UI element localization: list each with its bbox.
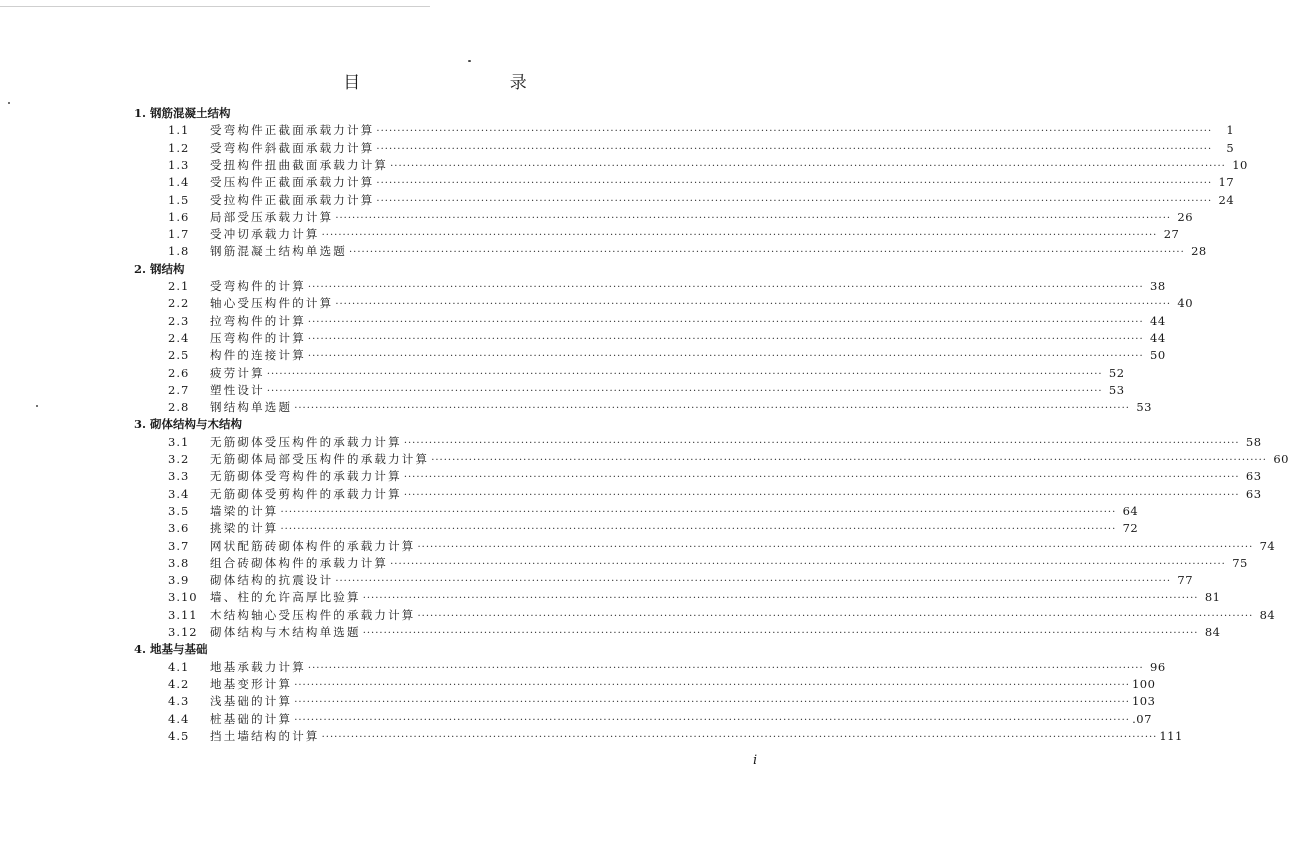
dot-leader: ········································································································································································································	[266, 368, 1103, 380]
section-page: 26	[1177, 209, 1194, 224]
toc-entry[interactable]	[168, 607, 1276, 624]
section-title: 挑梁的计算	[210, 521, 279, 536]
section-page: 17	[1218, 175, 1235, 190]
section-title: 受弯构件的计算	[210, 279, 306, 293]
section-title: 受弯构件正截面承载力计算	[210, 123, 375, 138]
section-number: 1.8	[168, 244, 190, 259]
section-title: 钢筋混凝土结构单选题	[210, 244, 347, 259]
section-page: 38	[1150, 279, 1166, 293]
dot-leader: ········································································································································································································	[417, 610, 1254, 622]
dot-leader: ········································································································································································································	[349, 247, 1185, 259]
dot-leader: ········································································································································································································	[362, 628, 1199, 639]
section-number: 3.3	[168, 469, 190, 484]
dot-leader: ········································································································································································································	[376, 178, 1213, 190]
section-title: 疲劳计算	[210, 365, 265, 380]
dot-leader: ········································································································································································································	[280, 506, 1117, 518]
section-page: 63	[1245, 486, 1262, 501]
section-number: 2.5	[168, 348, 190, 363]
section-title: 受扭构件扭曲截面承载力计算	[210, 157, 389, 172]
section-title: 组合砖砌体构件的承载力计算	[210, 555, 389, 570]
section-number: 4.3	[168, 694, 190, 709]
toc-entry[interactable]	[168, 243, 1207, 260]
section-title: 钢结构单选题	[210, 400, 293, 415]
section-number: 3.4	[168, 486, 190, 501]
section-title: 砌体结构与木结构单选题	[210, 625, 361, 639]
section-page: 77	[1177, 573, 1194, 588]
toc-entry[interactable]	[168, 711, 1152, 728]
section-page: 84	[1204, 625, 1221, 639]
toc-entry[interactable]	[168, 295, 1194, 312]
section-page: 10	[1232, 157, 1248, 172]
dot-leader: ········································································································································································································	[307, 316, 1144, 328]
section-number: 3.6	[168, 521, 190, 536]
section-page: .07	[1132, 711, 1152, 726]
section-title: 木结构轴心受压构件的承载力计算	[210, 607, 416, 622]
scan-speck	[468, 60, 471, 62]
dot-leader: ········································································································································································································	[307, 333, 1144, 345]
toc-entry[interactable]	[168, 589, 1221, 606]
toc-entry[interactable]	[168, 365, 1125, 382]
toc-entry[interactable]	[168, 278, 1166, 295]
dot-leader: ········································································································································································································	[294, 714, 1130, 726]
section-number: 4.5	[168, 728, 190, 743]
toc-entry[interactable]	[168, 399, 1152, 416]
section-number: 3.2	[168, 452, 190, 466]
section-page: 64	[1122, 503, 1139, 518]
section-page: 5	[1226, 140, 1235, 155]
section-title: 砌体结构的抗震设计	[210, 573, 334, 588]
section-number: 2.6	[168, 365, 190, 380]
section-number: 2.7	[168, 382, 190, 397]
section-title: 无筋砌体受压构件的承载力计算	[210, 434, 402, 449]
toc-entry[interactable]	[168, 676, 1156, 693]
section-page: 1	[1226, 123, 1235, 138]
chapter-heading: 2. 钢结构	[134, 261, 185, 276]
toc-entry[interactable]	[168, 434, 1262, 451]
section-number: 1.5	[168, 192, 190, 207]
section-title: 挡土墙结构的计算	[210, 728, 320, 743]
dot-leader: ········································································································································································································	[376, 143, 1213, 155]
section-title: 墙梁的计算	[210, 503, 279, 518]
toc-entry[interactable]	[168, 538, 1276, 555]
toc-entry[interactable]	[168, 468, 1262, 485]
section-title: 地基变形计算	[210, 676, 293, 691]
section-number: 3.9	[168, 573, 190, 588]
section-number: 3.7	[168, 538, 190, 553]
chapter-heading: 3. 砌体结构与木结构	[134, 417, 243, 432]
section-number: 4.4	[168, 711, 190, 726]
section-page: 27	[1163, 227, 1180, 242]
section-page: 103	[1131, 694, 1156, 709]
section-page: 50	[1150, 348, 1166, 363]
toc-entry[interactable]	[168, 382, 1125, 399]
dot-leader: ········································································································································································································	[376, 126, 1213, 138]
section-title: 轴心受压构件的计算	[210, 296, 334, 311]
section-page: 75	[1232, 555, 1248, 570]
section-number: 1.7	[168, 227, 190, 242]
section-title: 墙、柱的允许高厚比验算	[210, 590, 361, 605]
toc-entry[interactable]	[168, 659, 1166, 676]
section-page: 44	[1150, 330, 1166, 345]
section-title: 压弯构件的计算	[210, 330, 306, 345]
chapter-heading: 4. 地基与基础	[134, 642, 208, 657]
toc-entry[interactable]	[168, 555, 1248, 572]
toc-entry[interactable]	[168, 174, 1235, 191]
dot-leader: ········································································································································································································	[431, 455, 1267, 466]
section-number: 2.4	[168, 330, 190, 345]
section-title: 构件的连接计算	[210, 348, 306, 363]
toc-entry[interactable]	[168, 122, 1235, 139]
section-page: 53	[1108, 382, 1125, 397]
section-title: 受弯构件斜截面承载力计算	[210, 140, 375, 155]
section-page: 60	[1273, 452, 1289, 466]
dot-leader: ········································································································································································································	[266, 385, 1103, 397]
dot-leader: ········································································································································································································	[294, 679, 1130, 691]
dot-leader: ········································································································································································································	[390, 160, 1226, 172]
dot-leader: ········································································································································································································	[307, 351, 1144, 363]
toc-entry[interactable]	[168, 330, 1166, 347]
section-title: 桩基础的计算	[210, 711, 293, 726]
section-number: 1.6	[168, 209, 190, 224]
toc-entry[interactable]	[168, 486, 1262, 503]
section-page: 40	[1177, 296, 1194, 311]
section-page: 74	[1259, 538, 1276, 553]
section-page: 44	[1150, 313, 1166, 328]
section-number: 3.10	[168, 590, 198, 605]
toc-entry[interactable]	[168, 572, 1194, 589]
section-title: 受拉构件正截面承载力计算	[210, 192, 375, 207]
section-number: 2.1	[168, 279, 190, 293]
toc-entry[interactable]	[168, 451, 1289, 468]
toc-entry[interactable]	[168, 520, 1139, 537]
section-number: 1.1	[168, 123, 190, 138]
section-page: 111	[1159, 728, 1183, 743]
dot-leader: ········································································································································································································	[294, 697, 1130, 709]
toc-entry[interactable]	[168, 693, 1156, 710]
section-title: 浅基础的计算	[210, 694, 293, 709]
dot-leader: ········································································································································································································	[376, 195, 1213, 207]
section-title: 地基承载力计算	[210, 659, 306, 674]
section-page: 24	[1218, 192, 1235, 207]
toc-entry[interactable]	[168, 140, 1235, 157]
section-number: 1.4	[168, 175, 190, 190]
section-title: 拉弯构件的计算	[210, 313, 306, 328]
section-page: 81	[1204, 590, 1221, 605]
dot-leader: ········································································································································································································	[403, 472, 1240, 484]
toc-entry[interactable]	[168, 192, 1235, 209]
dot-leader: ········································································································································································································	[335, 212, 1172, 224]
scan-speck	[8, 102, 10, 104]
dot-leader: ········································································································································································································	[335, 299, 1172, 311]
dot-leader: ········································································································································································································	[307, 282, 1144, 293]
section-number: 3.11	[168, 607, 198, 622]
section-page: 53	[1136, 400, 1152, 415]
section-page: 72	[1122, 521, 1139, 536]
section-page: 100	[1131, 676, 1156, 691]
section-page: 96	[1150, 659, 1166, 674]
dot-leader: ········································································································································································································	[362, 593, 1199, 605]
page-number: i	[753, 753, 758, 768]
dot-leader: ········································································································································································································	[321, 731, 1158, 743]
chapter-heading: 1. 钢筋混凝土结构	[134, 106, 231, 120]
dot-leader: ········································································································································································································	[390, 558, 1226, 570]
section-page: 63	[1245, 469, 1262, 484]
section-title: 网状配筋砖砌体构件的承载力计算	[210, 538, 416, 553]
section-number: 1.3	[168, 157, 190, 172]
page-title: 目 录	[343, 73, 599, 93]
section-title: 无筋砌体局部受压构件的承载力计算	[210, 452, 430, 466]
toc-entry[interactable]	[168, 503, 1139, 520]
dot-leader: ········································································································································································································	[335, 576, 1172, 588]
section-page: 58	[1245, 434, 1262, 449]
toc-entry[interactable]	[168, 313, 1166, 330]
toc-entry[interactable]	[168, 209, 1194, 226]
dot-leader: ········································································································································································································	[280, 524, 1117, 536]
section-page: 52	[1108, 365, 1125, 380]
section-number: 1.2	[168, 140, 190, 155]
toc-entry[interactable]	[168, 226, 1180, 243]
section-number: 3.12	[168, 625, 198, 639]
section-title: 无筋砌体受弯构件的承载力计算	[210, 469, 402, 484]
dot-leader: ········································································································································································································	[403, 437, 1240, 449]
section-number: 3.1	[168, 434, 190, 449]
dot-leader: ········································································································································································································	[307, 662, 1144, 674]
section-number: 4.2	[168, 676, 190, 691]
dot-leader: ········································································································································································································	[294, 403, 1130, 415]
scan-speck	[36, 405, 38, 407]
section-number: 2.3	[168, 313, 190, 328]
toc-entry[interactable]	[168, 347, 1166, 364]
dot-leader: ········································································································································································································	[403, 489, 1240, 501]
section-number: 3.8	[168, 555, 190, 570]
dot-leader: ········································································································································································································	[417, 541, 1254, 553]
section-number: 2.8	[168, 400, 190, 415]
section-title: 无筋砌体受剪构件的承载力计算	[210, 486, 402, 501]
section-title: 塑性设计	[210, 382, 265, 397]
section-page: 28	[1191, 244, 1207, 259]
toc-entry[interactable]	[168, 157, 1248, 174]
toc-entry[interactable]	[168, 624, 1221, 641]
section-title: 受冲切承载力计算	[210, 227, 320, 242]
scan-edge-line	[0, 6, 430, 7]
dot-leader: ········································································································································································································	[321, 230, 1158, 242]
section-number: 4.1	[168, 659, 190, 674]
section-title: 局部受压承载力计算	[210, 209, 334, 224]
section-title: 受压构件正截面承载力计算	[210, 175, 375, 190]
section-number: 2.2	[168, 296, 190, 311]
section-page: 84	[1259, 607, 1276, 622]
toc-entry[interactable]	[168, 728, 1183, 745]
section-number: 3.5	[168, 503, 190, 518]
